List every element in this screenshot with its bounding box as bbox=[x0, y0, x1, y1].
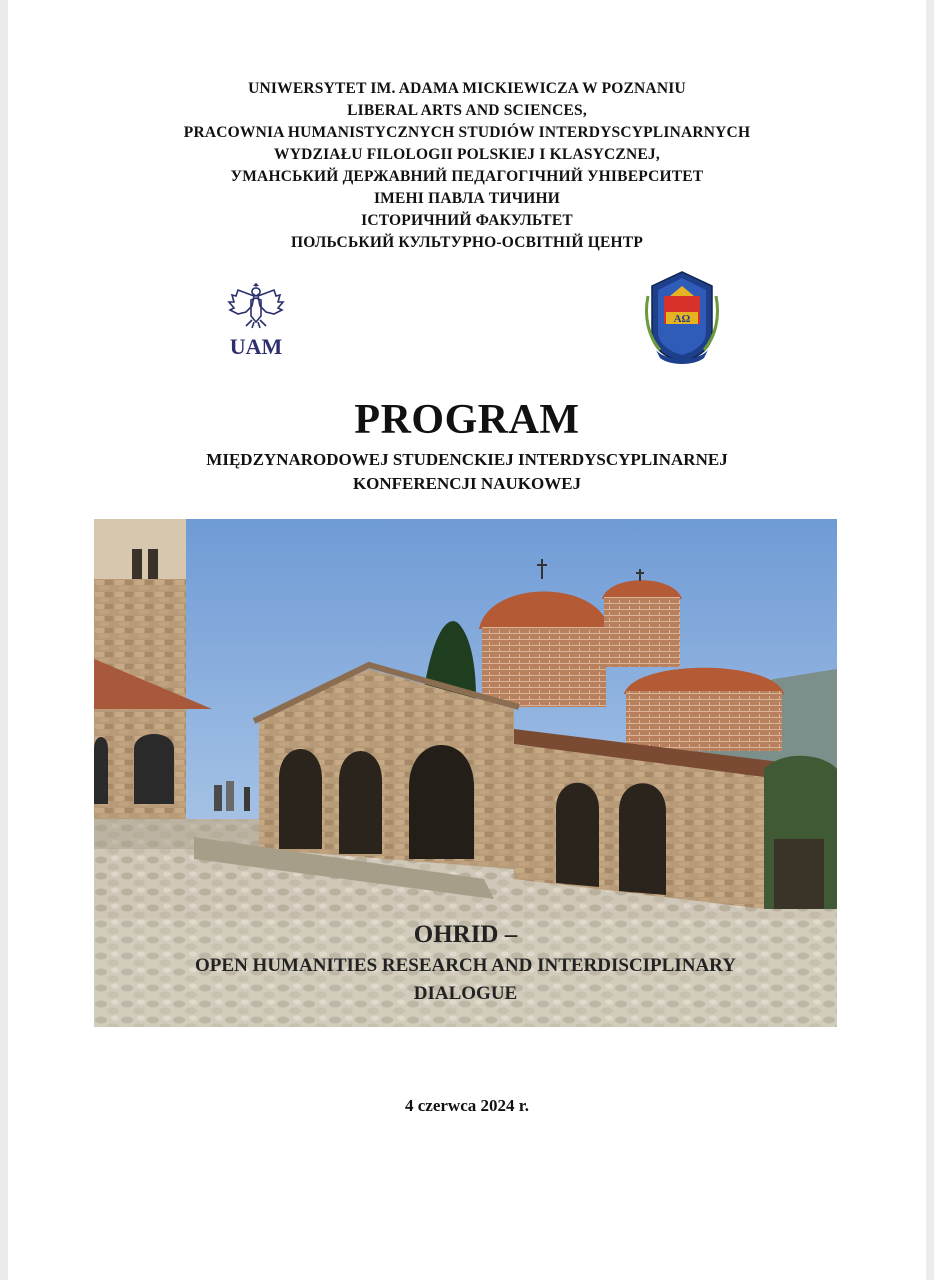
conference-name: OHRID – bbox=[413, 921, 518, 948]
svg-text:ΑΩ: ΑΩ bbox=[673, 313, 691, 325]
document-page bbox=[8, 0, 926, 1280]
eagle-icon bbox=[224, 282, 288, 358]
header-line: PRACOWNIA HUMANISTYCZNYCH STUDIÓW INTERDYSCYPLINARNYCH bbox=[183, 124, 751, 141]
header-line: UNIWERSYTET IM. ADAMA MICKIEWICZA W POZNANIU bbox=[248, 80, 686, 97]
svg-text:UAM: UAM bbox=[229, 334, 283, 358]
page-title: PROGRAM bbox=[354, 397, 580, 443]
institutions-header bbox=[8, 78, 926, 254]
conference-line: DIALOGUE bbox=[413, 983, 518, 1004]
conference-title bbox=[94, 918, 837, 1008]
university-crest-icon bbox=[642, 266, 722, 366]
conference-date: 4 czerwca 2024 r. bbox=[405, 1096, 529, 1115]
header-line: УМАНСЬКИЙ ДЕРЖАВНИЙ ПЕДАГОГІЧНИЙ УНІВЕРСИТЕТ bbox=[230, 168, 704, 185]
uam-logo bbox=[224, 282, 288, 358]
umansk-university-logo bbox=[642, 266, 722, 366]
subtitle-line: KONFERENCJI NAUKOWEJ bbox=[352, 474, 582, 493]
header-line: LIBERAL ARTS AND SCIENCES, bbox=[347, 102, 587, 119]
subtitle bbox=[8, 448, 926, 496]
header-line: ПОЛЬСЬКИЙ КУЛЬТУРНО-ОСВІТНІЙ ЦЕНТР bbox=[291, 234, 643, 251]
subtitle-line: MIĘDZYNARODOWEJ STUDENCKIEJ INTERDYSCYPLINARNEJ bbox=[206, 450, 728, 469]
header-line: ІСТОРИЧНИЙ ФАКУЛЬТЕТ bbox=[361, 212, 573, 229]
header-line: WYDZIAŁU FILOLOGII POLSKIEJ I KLASYCZNEJ, bbox=[274, 146, 660, 163]
header-line: ІМЕНІ ПАВЛА ТИЧИНИ bbox=[373, 190, 561, 207]
conference-line: OPEN HUMANITIES RESEARCH AND INTERDISCIPLINARY bbox=[195, 955, 736, 976]
